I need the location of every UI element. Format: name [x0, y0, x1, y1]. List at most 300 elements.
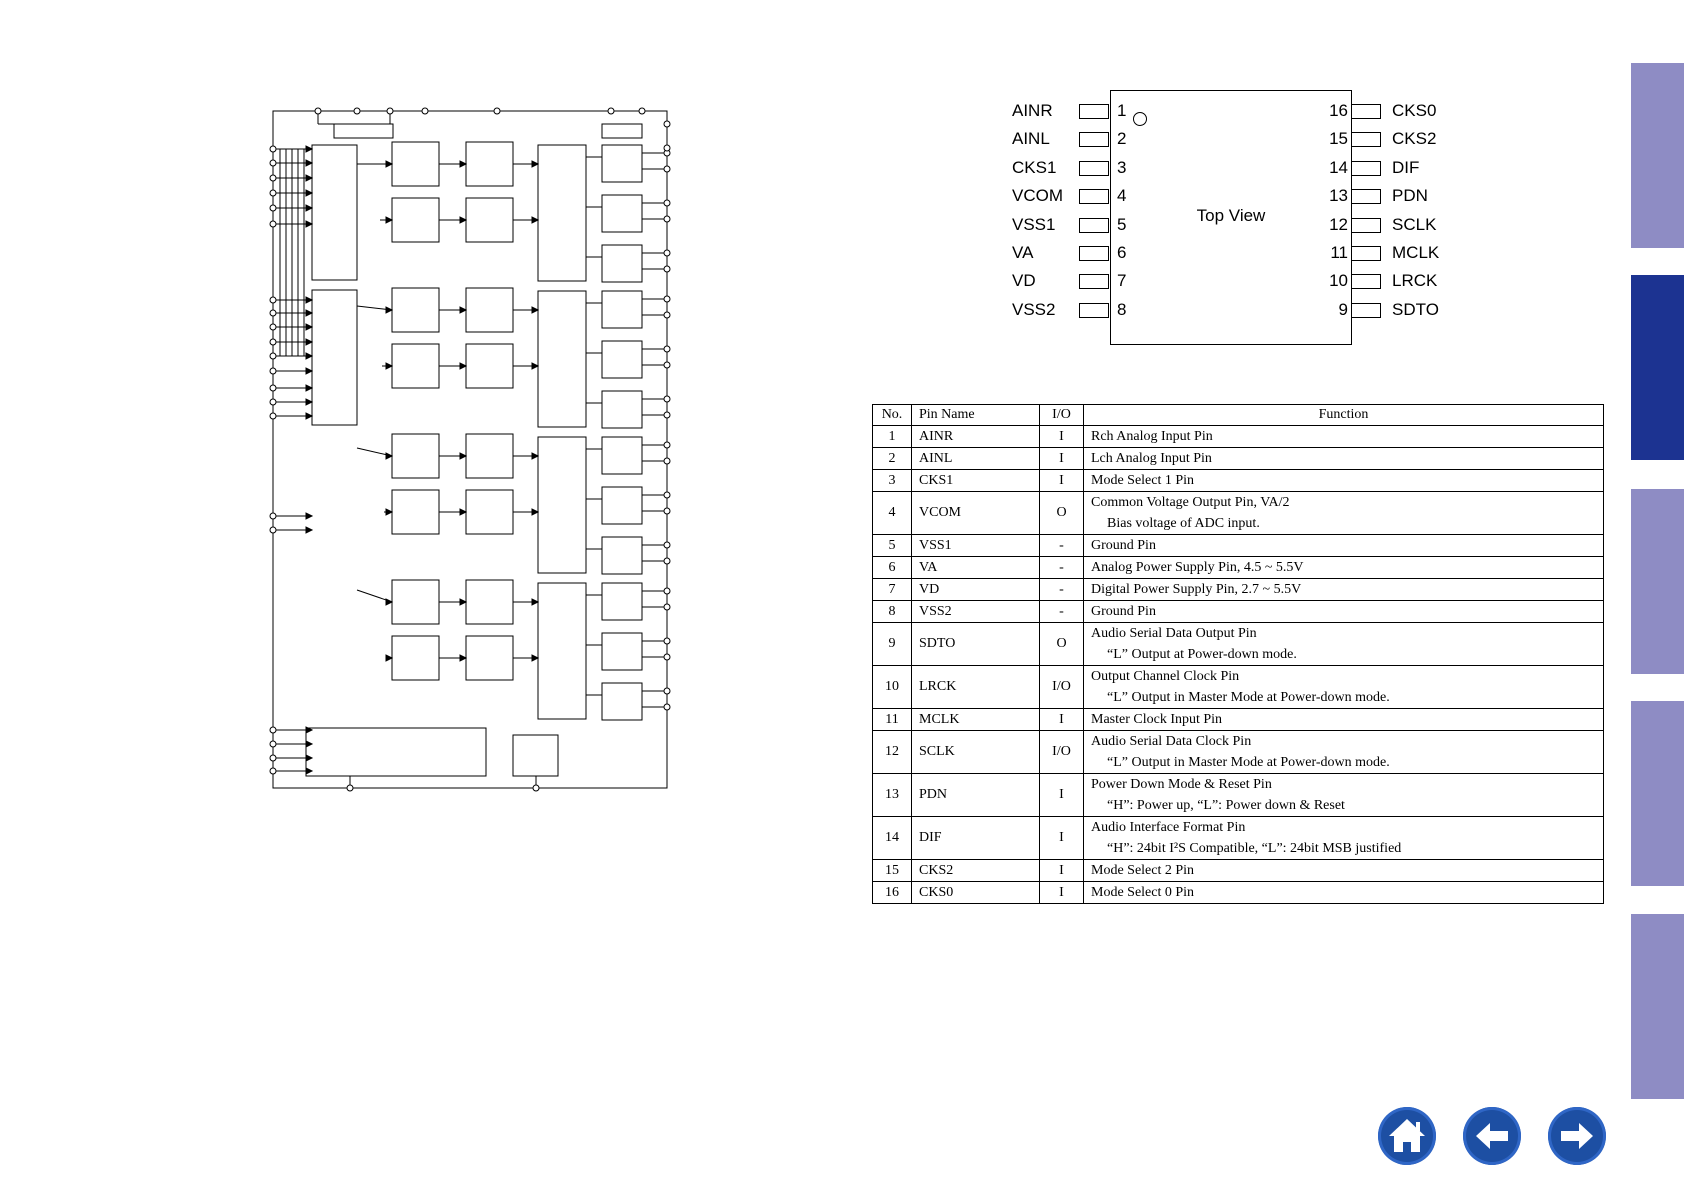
function-line-2: “L” Output at Power-down mode. — [1107, 647, 1297, 662]
cell-no: 2 — [873, 448, 912, 470]
bd-pin — [664, 442, 670, 448]
cell-io: - — [1040, 579, 1084, 601]
bd-pin — [664, 121, 670, 127]
cell-pin-name: MCLK — [912, 709, 1040, 731]
bd-arrow — [532, 655, 538, 661]
pin-number-right: 13 — [1329, 186, 1348, 206]
back-button[interactable] — [1463, 1107, 1521, 1165]
cell-no: 3 — [873, 470, 912, 492]
table-header-row — [873, 405, 1604, 426]
cell-pin-name: VSS2 — [912, 601, 1040, 623]
cell-io: I — [1040, 882, 1084, 904]
bd-arrow — [532, 363, 538, 369]
cell-function — [1084, 448, 1604, 470]
pin-number-right: 15 — [1329, 129, 1348, 149]
table-row — [873, 601, 1604, 623]
bd-block — [392, 580, 439, 624]
pin-name-left: VSS1 — [1012, 214, 1056, 234]
function-line-1: Output Channel Clock Pin — [1091, 669, 1240, 684]
function-line-1: Ground Pin — [1091, 538, 1156, 553]
cell-function — [1084, 557, 1604, 579]
cell-no: 1 — [873, 426, 912, 448]
forward-button[interactable] — [1548, 1107, 1606, 1165]
pin-stub-right — [1351, 161, 1381, 176]
bd-block — [392, 288, 439, 332]
bd-arrow — [460, 509, 466, 515]
pin-number-left: 1 — [1117, 101, 1127, 120]
bd-arrow — [306, 368, 312, 374]
bd-pin — [664, 604, 670, 610]
cell-pin-name: CKS2 — [912, 860, 1040, 882]
bd-pin — [664, 704, 670, 710]
pin-name-right: CKS0 — [1392, 101, 1437, 120]
bd-arrow — [532, 453, 538, 459]
pin-stub-right — [1351, 246, 1381, 261]
bd-pin — [270, 310, 276, 316]
table-row — [873, 579, 1604, 601]
bd-arrow — [306, 339, 312, 345]
bd-arrow — [306, 221, 312, 227]
table-row — [873, 535, 1604, 557]
bd-out-block — [602, 437, 642, 474]
bd-block — [392, 434, 439, 478]
table-row — [873, 731, 1604, 774]
bd-pin — [664, 588, 670, 594]
bd-arrow — [532, 509, 538, 515]
pin-name-right: SCLK — [1392, 214, 1437, 234]
bd-arrow — [306, 190, 312, 196]
pin-number-right: 16 — [1329, 101, 1348, 120]
bd-arrow — [306, 755, 312, 761]
bd-pin — [664, 458, 670, 464]
bd-out-block — [602, 145, 642, 182]
bd-pin — [270, 755, 276, 761]
cell-function — [1084, 731, 1604, 774]
pin-name-right: DIF — [1392, 157, 1420, 177]
bd-pin — [664, 216, 670, 222]
bd-pin — [270, 324, 276, 330]
bd-pin — [270, 768, 276, 774]
pin-stub-right — [1351, 303, 1381, 318]
pin-name-left: VSS2 — [1012, 299, 1056, 319]
bd-pin — [347, 785, 353, 791]
bd-out-block — [602, 487, 642, 524]
function-line-2: “L” Output in Master Mode at Power-down mode. — [1107, 755, 1390, 770]
function-line-1: Audio Serial Data Output Pin — [1091, 626, 1257, 641]
bd-out-block — [602, 683, 642, 720]
bd-pin — [270, 385, 276, 391]
pin-stub-right — [1351, 104, 1381, 119]
bd-pin — [664, 492, 670, 498]
bd-pin — [639, 108, 645, 114]
top-view-label: Top View — [1196, 206, 1266, 225]
table-row — [873, 860, 1604, 882]
side-tab-5[interactable] — [1631, 914, 1684, 1099]
arrow-right-icon — [1548, 1107, 1606, 1165]
bd-pin — [270, 527, 276, 533]
bd-pin — [270, 741, 276, 747]
bd-pin — [354, 108, 360, 114]
pin-stub-left — [1079, 246, 1109, 261]
pin-number-left: 8 — [1117, 299, 1127, 319]
bd-arrow — [306, 513, 312, 519]
col-no: No. — [873, 405, 912, 426]
bd-pin — [664, 266, 670, 272]
bd-arrow — [306, 205, 312, 211]
pin-stub-left — [1079, 218, 1109, 233]
pin-stub-left — [1079, 303, 1109, 318]
bd-arrow — [306, 768, 312, 774]
bd-arrow — [386, 655, 392, 661]
col-function: Function — [1084, 405, 1604, 426]
bd-pin — [387, 108, 393, 114]
cell-no: 13 — [873, 774, 912, 817]
pin-number-left: 4 — [1117, 186, 1127, 206]
table-row — [873, 470, 1604, 492]
pin-number-left: 3 — [1117, 157, 1127, 177]
pin-name-right: PDN — [1392, 186, 1428, 206]
bd-arrow — [306, 741, 312, 747]
cell-no: 6 — [873, 557, 912, 579]
bd-arrow — [532, 161, 538, 167]
table-row — [873, 817, 1604, 860]
cell-function — [1084, 817, 1604, 860]
pin-number-left: 7 — [1117, 271, 1127, 291]
function-line-1: Ground Pin — [1091, 604, 1156, 619]
table-row — [873, 666, 1604, 709]
bd-arrow — [306, 310, 312, 316]
pin-number-left: 2 — [1117, 129, 1127, 149]
cell-function — [1084, 601, 1604, 623]
cell-no: 9 — [873, 623, 912, 666]
bd-arrow — [460, 217, 466, 223]
bd-pin — [494, 108, 500, 114]
cell-no: 10 — [873, 666, 912, 709]
bd-pin — [533, 785, 539, 791]
bd-arrow — [386, 509, 392, 515]
pin-stub-left — [1079, 104, 1109, 119]
bd-out-block — [602, 245, 642, 282]
function-line-2: Bias voltage of ADC input. — [1107, 516, 1260, 531]
cell-pin-name: VA — [912, 557, 1040, 579]
bd-pin — [270, 368, 276, 374]
cell-pin-name: LRCK — [912, 666, 1040, 709]
pin-name-right: SDTO — [1392, 299, 1439, 319]
function-line-2: “H”: Power up, “L”: Power down & Reset — [1107, 798, 1345, 813]
bd-arrow — [306, 399, 312, 405]
pin-stub-left — [1079, 132, 1109, 147]
bd-out-block — [602, 537, 642, 574]
bd-adc-block — [538, 437, 586, 573]
bd-arrow — [386, 217, 392, 223]
bd-block — [392, 636, 439, 680]
cell-io: - — [1040, 557, 1084, 579]
cell-io: O — [1040, 492, 1084, 535]
cell-io: I/O — [1040, 666, 1084, 709]
bd-arrow — [460, 307, 466, 313]
side-tab-4[interactable] — [1631, 701, 1684, 886]
cell-no: 8 — [873, 601, 912, 623]
bd-pin — [422, 108, 428, 114]
bd-block — [466, 198, 513, 242]
bd-pin — [664, 396, 670, 402]
pin-name-left: VA — [1012, 243, 1034, 262]
bd-arrow — [386, 161, 392, 167]
bd-arrow — [306, 527, 312, 533]
pin-name-right: MCLK — [1392, 243, 1440, 262]
pin-stub-right — [1351, 189, 1381, 204]
bd-pin — [270, 297, 276, 303]
bd-pin — [608, 108, 614, 114]
function-line-1: Digital Power Supply Pin, 2.7 ~ 5.5V — [1091, 582, 1302, 597]
bd-arrow — [386, 453, 392, 459]
bd-block — [392, 344, 439, 388]
cell-function — [1084, 774, 1604, 817]
pin-name-left: CKS1 — [1012, 157, 1057, 177]
bd-arrow — [460, 363, 466, 369]
bd-arrow — [532, 307, 538, 313]
cell-no: 12 — [873, 731, 912, 774]
table-row — [873, 774, 1604, 817]
function-line-1: Analog Power Supply Pin, 4.5 ~ 5.5V — [1091, 560, 1304, 575]
cell-io: I — [1040, 817, 1084, 860]
bd-pin — [270, 146, 276, 152]
bd-pin — [664, 200, 670, 206]
bd-arrow — [306, 353, 312, 359]
bd-pin — [270, 353, 276, 359]
pin-stub-right — [1351, 218, 1381, 233]
function-line-2: “H”: 24bit I²S Compatible, “L”: 24bit MSB justified — [1107, 841, 1402, 856]
bd-pin — [664, 412, 670, 418]
bd-adc-block — [538, 145, 586, 281]
pin-name-right: LRCK — [1392, 271, 1438, 291]
function-line-1: Mode Select 1 Pin — [1091, 473, 1195, 488]
bd-pin — [664, 250, 670, 256]
col-io: I/O — [1040, 405, 1084, 426]
pin-stub-right — [1351, 132, 1381, 147]
table-row — [873, 882, 1604, 904]
pin-name-left: AINL — [1012, 129, 1050, 149]
bd-block — [392, 490, 439, 534]
function-line-1: Common Voltage Output Pin, VA/2 — [1091, 495, 1290, 510]
cell-function — [1084, 666, 1604, 709]
cell-io: I — [1040, 709, 1084, 731]
bd-pin — [270, 190, 276, 196]
cell-no: 4 — [873, 492, 912, 535]
bd-arrow — [386, 307, 392, 313]
cell-no: 7 — [873, 579, 912, 601]
bd-block — [466, 490, 513, 534]
cell-function — [1084, 623, 1604, 666]
bd-pin — [270, 413, 276, 419]
cell-function — [1084, 860, 1604, 882]
bd-adc-block — [538, 583, 586, 719]
cell-pin-name: VD — [912, 579, 1040, 601]
bd-arrow — [306, 160, 312, 166]
bd-arrow — [306, 146, 312, 152]
bd-pin — [664, 688, 670, 694]
bd-pin — [664, 638, 670, 644]
bd-block — [466, 434, 513, 478]
bd-pin — [270, 339, 276, 345]
bd-block — [466, 288, 513, 332]
bd-pin — [664, 362, 670, 368]
pin-name-right: CKS2 — [1392, 129, 1437, 149]
bd-block — [466, 142, 513, 186]
bd-pin — [664, 296, 670, 302]
function-line-1: Mode Select 2 Pin — [1091, 863, 1195, 878]
pin-function-table — [872, 404, 1604, 904]
table-row — [873, 492, 1604, 535]
bd-arrow — [306, 297, 312, 303]
pin-number-right: 14 — [1329, 157, 1348, 177]
cell-pin-name: CKS1 — [912, 470, 1040, 492]
bd-pin — [270, 221, 276, 227]
function-line-1: Audio Serial Data Clock Pin — [1091, 734, 1252, 749]
pin-name-left: AINR — [1012, 101, 1053, 120]
table-row — [873, 426, 1604, 448]
bd-pin — [270, 175, 276, 181]
side-tab-1[interactable] — [1631, 63, 1684, 248]
bd-arrow — [306, 385, 312, 391]
cell-function — [1084, 579, 1604, 601]
pin1-indicator — [1133, 112, 1147, 126]
bd-pin — [664, 542, 670, 548]
pinout-diagram — [1000, 85, 1460, 350]
bd-block — [466, 344, 513, 388]
bd-block — [466, 580, 513, 624]
cell-no: 14 — [873, 817, 912, 860]
pin-number-left: 6 — [1117, 243, 1127, 262]
cell-no: 11 — [873, 709, 912, 731]
arrow-left-icon — [1463, 1107, 1521, 1165]
bd-arrow — [460, 453, 466, 459]
cell-function — [1084, 426, 1604, 448]
bd-pin — [270, 727, 276, 733]
cell-function — [1084, 492, 1604, 535]
cell-pin-name: SDTO — [912, 623, 1040, 666]
col-pin-name: Pin Name — [912, 405, 1040, 426]
cell-pin-name: CKS0 — [912, 882, 1040, 904]
bd-pin — [270, 160, 276, 166]
cell-function — [1084, 535, 1604, 557]
bd-block — [392, 142, 439, 186]
cell-io: I — [1040, 448, 1084, 470]
bd-arrow — [532, 217, 538, 223]
cell-pin-name: VCOM — [912, 492, 1040, 535]
bd-pin — [664, 166, 670, 172]
pin-number-right: 9 — [1338, 299, 1348, 319]
pin-number-right: 10 — [1329, 271, 1348, 291]
function-line-1: Lch Analog Input Pin — [1091, 451, 1212, 466]
cell-io: O — [1040, 623, 1084, 666]
table-row — [873, 623, 1604, 666]
bd-arrow — [386, 599, 392, 605]
cell-io: I — [1040, 470, 1084, 492]
cell-no: 5 — [873, 535, 912, 557]
side-tab-3[interactable] — [1631, 489, 1684, 674]
bd-pin — [270, 399, 276, 405]
bd-arrow — [306, 413, 312, 419]
table-row — [873, 557, 1604, 579]
bd-out-block — [602, 195, 642, 232]
pin-number-left: 5 — [1117, 214, 1127, 234]
table-row — [873, 448, 1604, 470]
cell-pin-name: AINL — [912, 448, 1040, 470]
pin-stub-left — [1079, 189, 1109, 204]
cell-io: I — [1040, 426, 1084, 448]
side-tab-2[interactable] — [1631, 275, 1684, 460]
bd-arrow — [386, 363, 392, 369]
bd-pin — [664, 145, 670, 151]
pin-number-right: 12 — [1329, 214, 1348, 234]
function-line-1: Rch Analog Input Pin — [1091, 429, 1213, 444]
bd-out-block — [602, 583, 642, 620]
bd-pin — [664, 346, 670, 352]
bd-arrow — [460, 161, 466, 167]
cell-pin-name: AINR — [912, 426, 1040, 448]
bd-arrow — [460, 655, 466, 661]
bd-pin — [315, 108, 321, 114]
function-line-2: “L” Output in Master Mode at Power-down mode. — [1107, 690, 1390, 705]
bd-pin — [664, 508, 670, 514]
cell-io: - — [1040, 535, 1084, 557]
bd-block — [392, 198, 439, 242]
home-button[interactable] — [1378, 1107, 1436, 1165]
bd-arrow — [306, 175, 312, 181]
cell-io: I — [1040, 860, 1084, 882]
cell-io: - — [1040, 601, 1084, 623]
cell-pin-name: PDN — [912, 774, 1040, 817]
bd-pin — [664, 558, 670, 564]
cell-pin-name: VSS1 — [912, 535, 1040, 557]
bd-out-block — [602, 341, 642, 378]
cell-no: 15 — [873, 860, 912, 882]
bd-out-block — [602, 391, 642, 428]
cell-pin-name: DIF — [912, 817, 1040, 860]
cell-function — [1084, 709, 1604, 731]
bd-out-block — [602, 633, 642, 670]
bd-block — [466, 636, 513, 680]
cell-io: I/O — [1040, 731, 1084, 774]
pin-name-left: VD — [1012, 271, 1036, 291]
function-line-1: Power Down Mode & Reset Pin — [1091, 777, 1272, 792]
cell-function — [1084, 882, 1604, 904]
pin-stub-left — [1079, 161, 1109, 176]
cell-io: I — [1040, 774, 1084, 817]
bd-arrow — [306, 324, 312, 330]
pin-stub-right — [1351, 274, 1381, 289]
pin-name-left: VCOM — [1012, 186, 1063, 206]
cell-no: 16 — [873, 882, 912, 904]
home-icon — [1378, 1107, 1436, 1165]
function-line-1: Master Clock Input Pin — [1091, 712, 1223, 727]
bd-pin — [664, 654, 670, 660]
cell-function — [1084, 470, 1604, 492]
bd-arrow — [532, 599, 538, 605]
function-line-1: Audio Interface Format Pin — [1091, 820, 1246, 835]
bd-out-block — [602, 291, 642, 328]
table-row — [873, 709, 1604, 731]
bd-pin — [270, 513, 276, 519]
bd-arrow — [460, 599, 466, 605]
bd-adc-block — [538, 291, 586, 427]
pin-number-right: 11 — [1330, 243, 1348, 262]
chip-body — [1110, 90, 1352, 345]
cell-pin-name: SCLK — [912, 731, 1040, 774]
bd-pin — [270, 205, 276, 211]
pin-stub-left — [1079, 274, 1109, 289]
